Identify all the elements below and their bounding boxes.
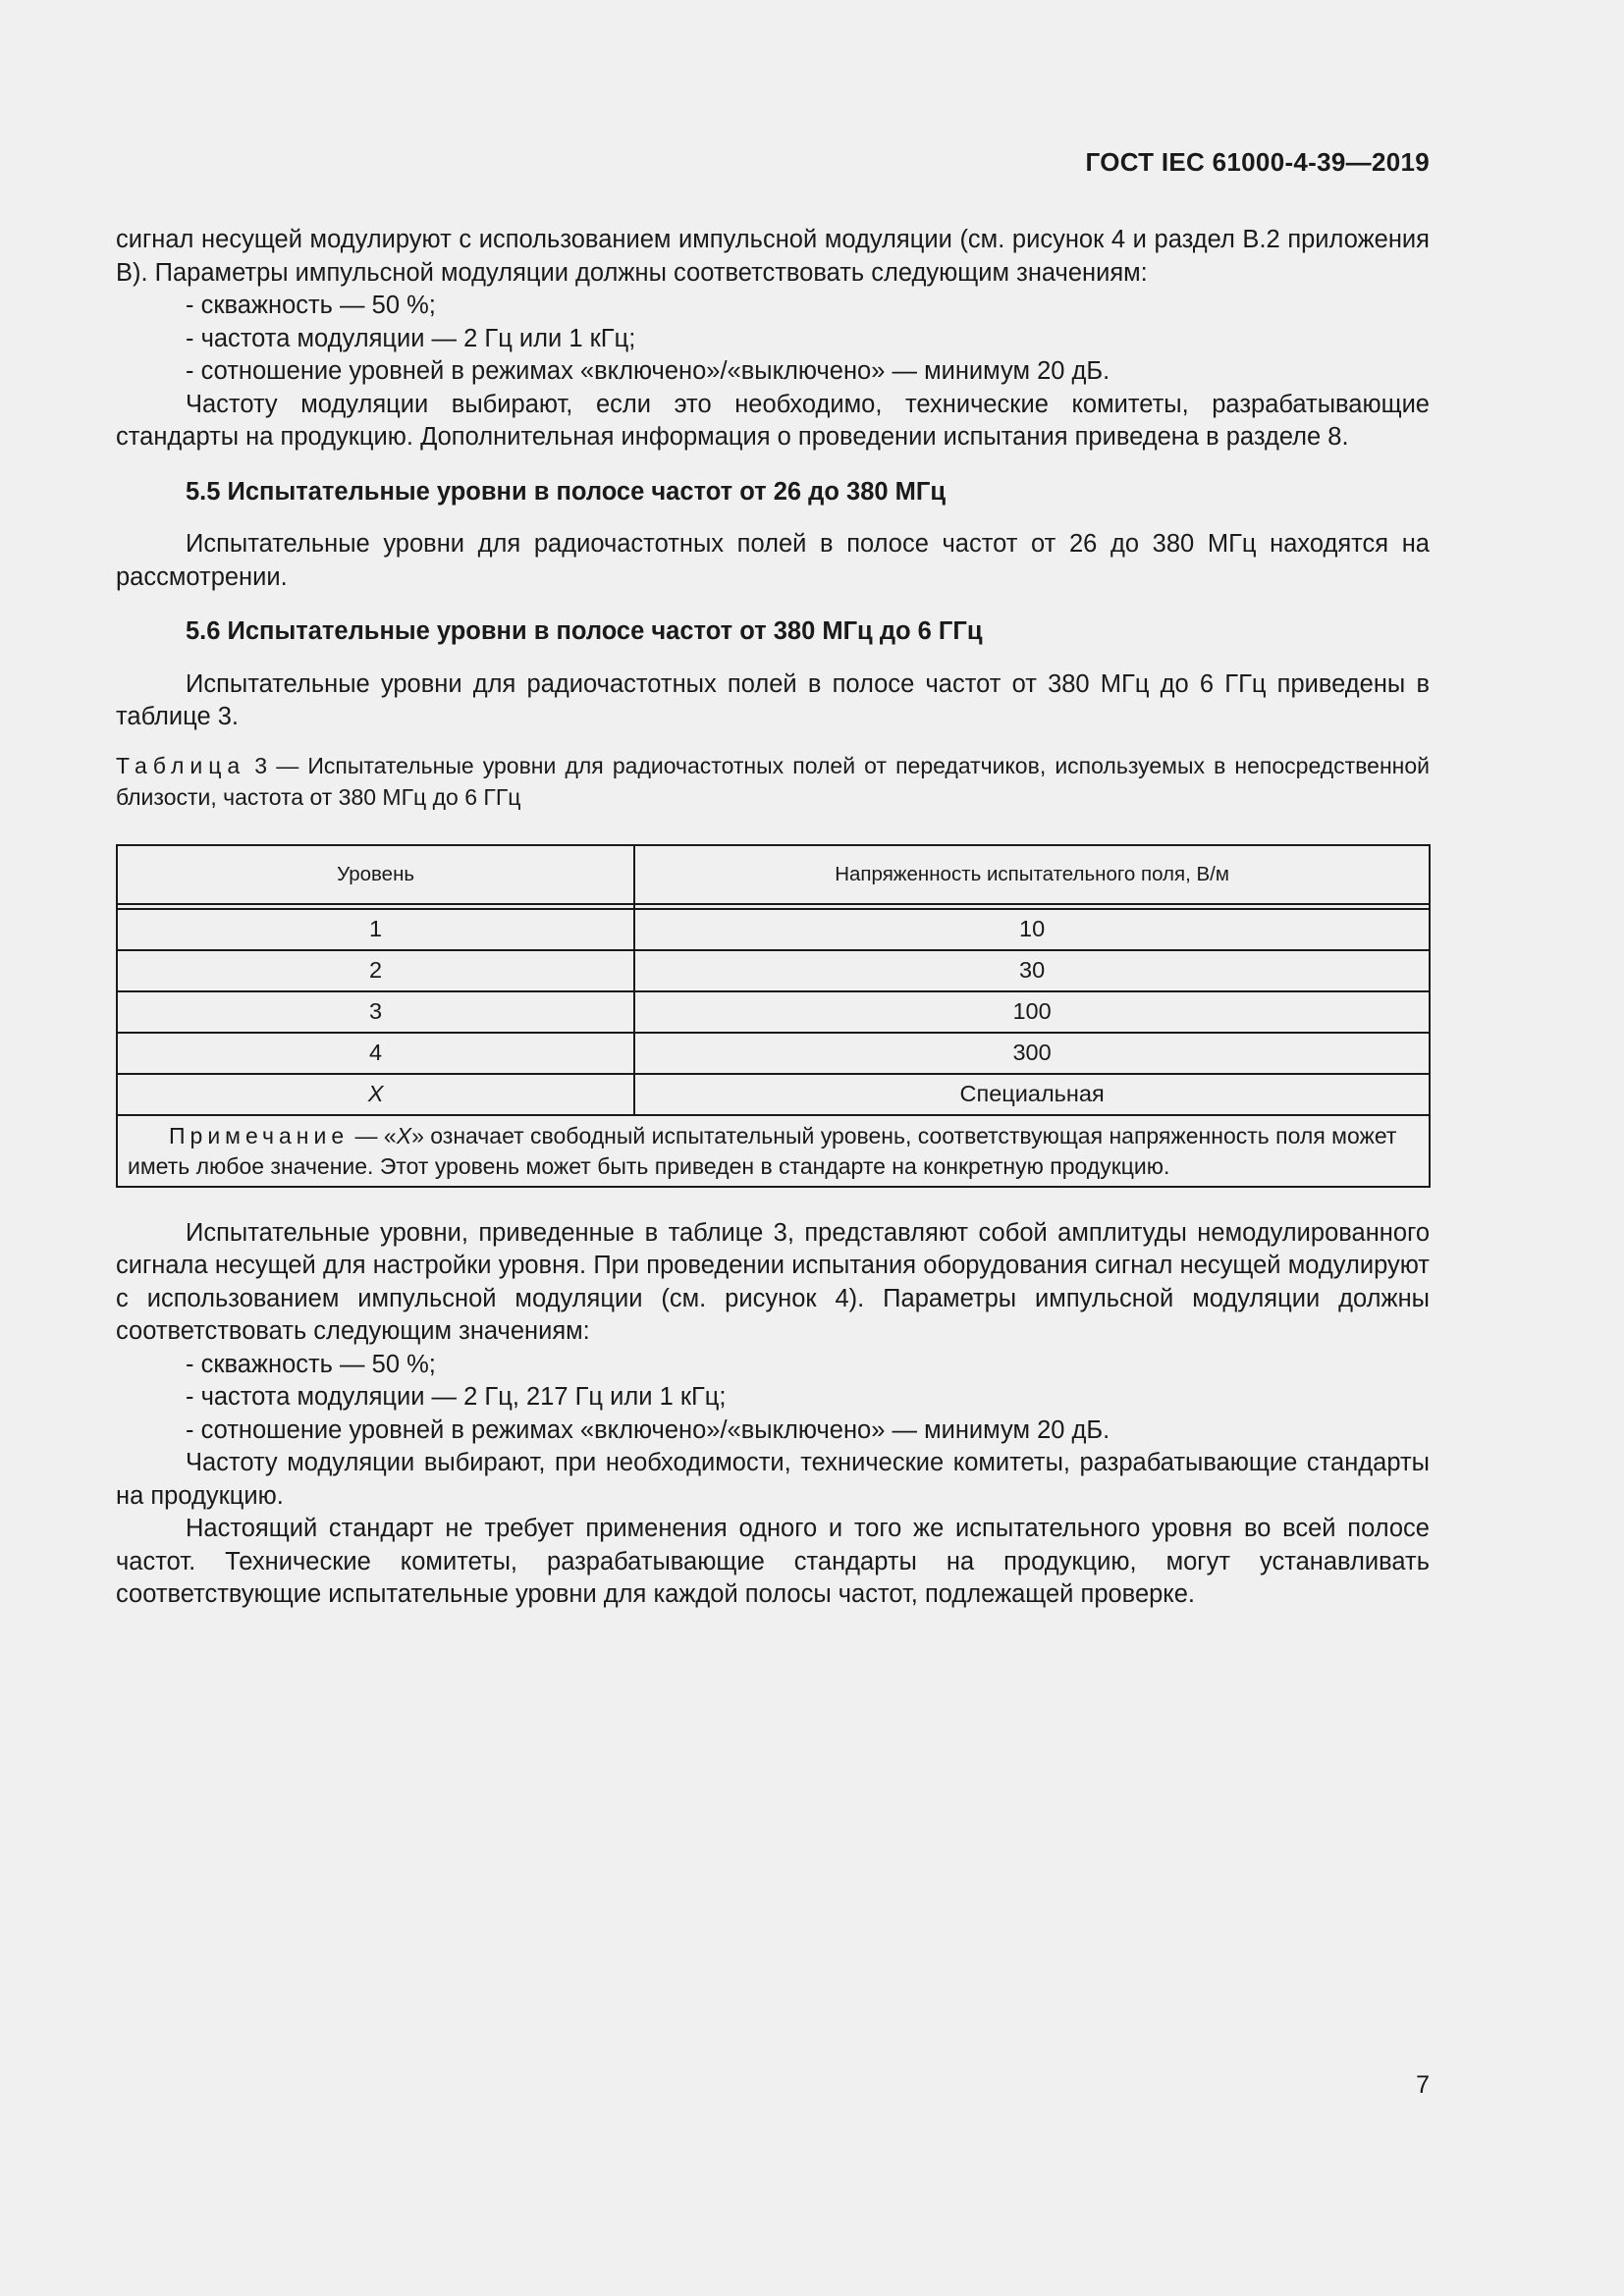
paragraph-table-explanation: Испытательные уровни, приведенные в таблице 3, представляют собой амплитуды немодулированного сигнала несущей для настройки уровня. При проведении испытания оборудования сигнал несущей модулируют с использованием импульсной модуляции (см. рисунок 4). Параметры импульсной модуляции должны соответствовать следующим значениям: (116, 1218, 1430, 1345)
paragraph-modulation-choice: Частоту модуляции выбирают, если это необходимо, технические комитеты, разрабатывающие стандарты на продукцию. Дополнительная информация о проведении испытания приведена в разделе 8. (116, 390, 1430, 451)
table-header-row (117, 845, 1430, 904)
note-label: Примечание (169, 1122, 350, 1148)
table-row (117, 1074, 1430, 1115)
level-cell: X (117, 1074, 634, 1115)
table-note-row (117, 1115, 1430, 1187)
level-cell: 1 (117, 909, 634, 950)
note-dash: — « (349, 1122, 397, 1148)
note-text: » означает свободный испытательный уровень, соответствующая напряженность поля может иметь любое значение. Этот уровень может быть приведен в стандарте на конкретную продукцию. (128, 1122, 1397, 1179)
paragraph-standard-requirement: Настоящий стандарт не требует применения одного и того же испытательного уровня во всей полосе частот. Технические комитеты, разрабатывающие стандарты на продукцию, могут устанавливать соответствующие испытательные уровни для каждой полосы частот, подлежащей проверке. (116, 1515, 1430, 1608)
list-item: - частота модуляции — 2 Гц, 217 Гц или 1 кГц; (186, 1383, 727, 1411)
field-strength-cell: Специальная (634, 1074, 1430, 1115)
field-strength-cell: 300 (634, 1033, 1430, 1074)
table-caption-text: 3 — Испытательные уровни для радиочастотных полей от передатчиков, используемых в непосредственной близости, частота от 380 МГц до 6 ГГц (116, 752, 1430, 810)
paragraph-26-380: Испытательные уровни для радиочастотных полей в полосе частот от 26 до 380 МГц находятся на рассмотрении. (116, 530, 1430, 591)
table-row (117, 1033, 1430, 1074)
note-x: X (396, 1122, 412, 1148)
field-strength-cell: 100 (634, 991, 1430, 1033)
level-cell: 3 (117, 991, 634, 1033)
paragraph-380-6g: Испытательные уровни для радиочастотных полей в полосе частот от 380 МГц до 6 ГГц приведены в таблице 3. (116, 669, 1430, 730)
page-number: 7 (1416, 2071, 1430, 2099)
table-caption-label: Таблица (116, 752, 246, 778)
paragraph-modulation-intro: сигнал несущей модулируют с использованием импульсной модуляции (см. рисунок 4 и раздел В.2 приложения В). Параметры импульсной модуляции должны соответствовать следующим значениям: (116, 226, 1430, 287)
paragraph-modulation-choice-2: Частоту модуляции выбирают, при необходимости, технические комитеты, разрабатывающие стандарты на продукцию. (116, 1449, 1430, 1510)
column-header-level: Уровень (117, 845, 634, 904)
list-item: - частота модуляции — 2 Гц или 1 кГц; (186, 324, 636, 352)
level-cell: 4 (117, 1033, 634, 1074)
list-item: - сотношение уровней в режимах «включено»/«выключено» — минимум 20 дБ. (186, 357, 1110, 385)
column-header-field-strength: Напряженность испытательного поля, В/м (634, 845, 1430, 904)
table-row (117, 950, 1430, 991)
table-note (117, 1115, 1430, 1187)
level-cell: 2 (117, 950, 634, 991)
test-levels-table (116, 844, 1431, 1188)
list-item: - сотношение уровней в режимах «включено»/«выключено» — минимум 20 дБ. (186, 1415, 1110, 1444)
section-heading-5-5: 5.5 Испытательные уровни в полосе частот от 26 до 380 МГц (186, 477, 947, 506)
standard-code-header: ГОСТ IEC 61000-4-39—2019 (1085, 147, 1430, 177)
table-row (117, 991, 1430, 1033)
table-row (117, 909, 1430, 950)
field-strength-cell: 10 (634, 909, 1430, 950)
table-caption (116, 750, 1430, 813)
list-item: - скважность — 50 %; (186, 292, 436, 319)
section-heading-5-6: 5.6 Испытательные уровни в полосе частот от 380 МГц до 6 ГГц (186, 617, 983, 645)
document-content (116, 224, 1430, 1612)
field-strength-cell: 30 (634, 950, 1430, 991)
list-item: - скважность — 50 %; (186, 1350, 436, 1378)
